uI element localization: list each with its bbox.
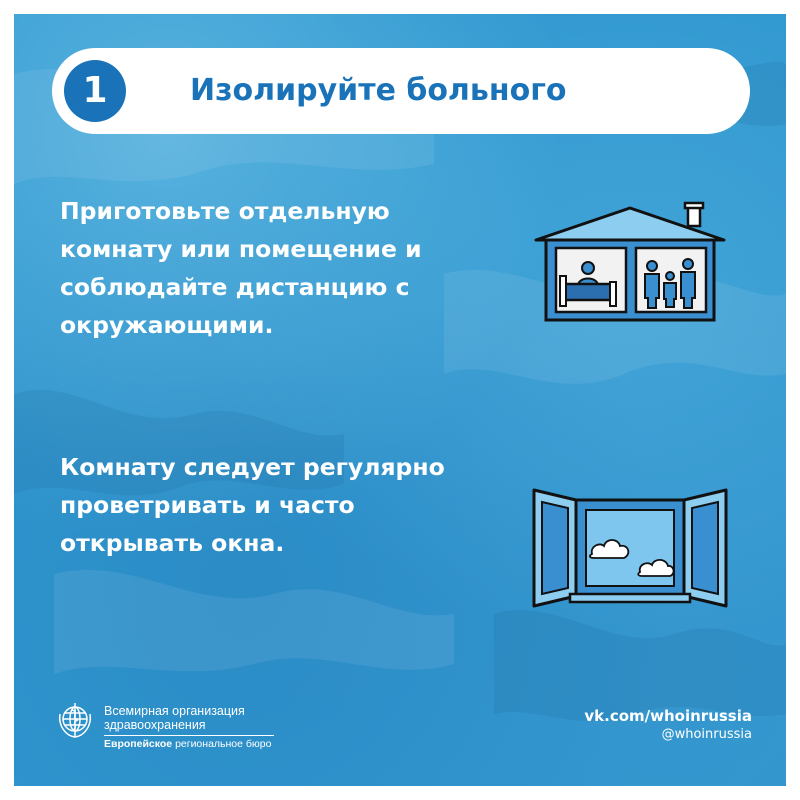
poster [14, 14, 786, 786]
title-bar [52, 48, 750, 134]
org-region-light: региональное бюро [175, 738, 272, 750]
who-logo [54, 696, 314, 756]
house-with-isolated-room-icon [532, 200, 728, 324]
instruction-isolate-room: Приготовьте отдельную комнату или помещение и соблюдайте дистанцию с окружающими. [60, 197, 422, 339]
open-window-icon [530, 484, 730, 608]
org-region-bold: Европейское [104, 738, 173, 750]
step-number-badge: 1 [64, 60, 126, 122]
who-emblem-icon [54, 700, 96, 742]
page-title: Изолируйте больного [190, 73, 567, 108]
org-name-line2: здравоохранения [104, 718, 206, 732]
social-links [584, 706, 752, 744]
instruction-ventilate-room: Комнату следует регулярно проветривать и часто открывать окна. [60, 453, 445, 557]
org-name-line1: Всемирная организация [104, 704, 245, 718]
org-divider [104, 735, 274, 736]
vk-link[interactable]: vk.com/whoinrussia [584, 707, 752, 725]
social-handle[interactable]: @whoinrussia [661, 727, 752, 742]
org-region [104, 738, 271, 750]
